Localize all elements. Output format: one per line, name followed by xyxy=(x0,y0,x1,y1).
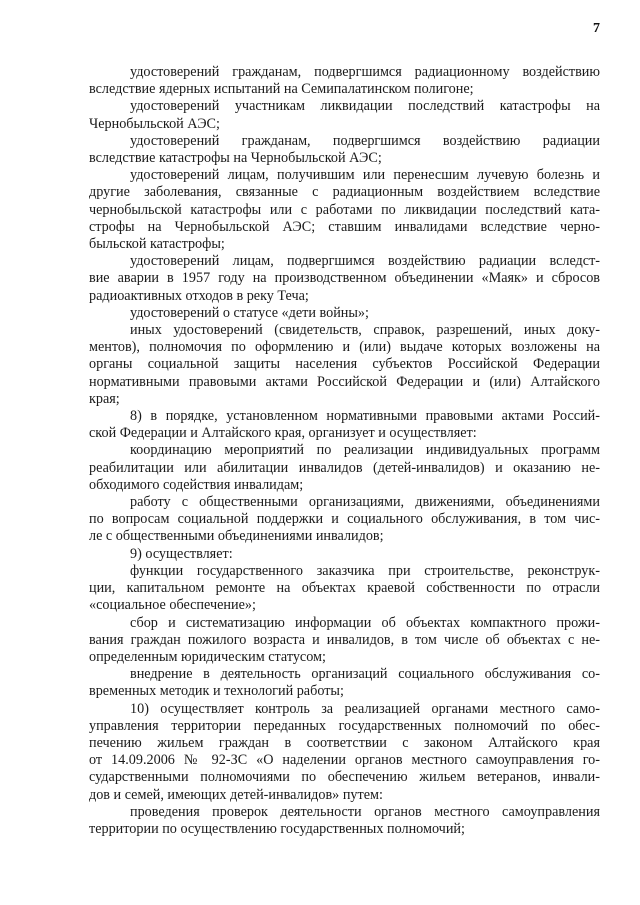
text-line: обходимого содействия инвалидам; xyxy=(89,476,304,493)
text-line: удостоверений гражданам, подвергшимся радиационному воздействию xyxy=(130,64,600,80)
paragraph xyxy=(89,701,600,804)
text-line: ле с общественными объединениями инвалидов; xyxy=(89,528,384,545)
paragraph xyxy=(89,804,600,838)
document-body xyxy=(89,64,600,838)
text-line: 10) осуществляет контроль за реализацией органами местного само- xyxy=(130,700,600,717)
paragraph xyxy=(89,322,600,408)
paragraph xyxy=(89,563,600,615)
page-number: 7 xyxy=(593,21,600,36)
text-line: сударственными полномочиями по обеспечению жильем ветеранов, инвали- xyxy=(89,769,600,786)
text-line: удостоверений о статусе «дети войны»; xyxy=(130,304,369,321)
text-line: быльской катастрофы; xyxy=(89,236,225,253)
text-line: печению жильем граждан в соответствии с законом Алтайского края xyxy=(89,734,600,751)
paragraph xyxy=(89,167,600,253)
text-line: иных удостоверений (свидетельств, справок, разрешений, иных доку- xyxy=(130,322,600,339)
text-line: радиоактивных отходов в реку Теча; xyxy=(89,287,309,304)
text-line: вания граждан пожилого возраста и инвалидов, в том числе об объектах с не- xyxy=(89,631,600,648)
paragraph xyxy=(89,133,600,167)
text-line: другие заболевания, связанные с радиационным воздействием вследствие xyxy=(89,184,600,201)
text-line: от 14.09.2006 № 92-ЗС «О наделении органов местного самоуправления го- xyxy=(89,752,600,769)
text-line: внедрение в деятельность организаций социального обслуживания со- xyxy=(130,666,600,683)
text-line: удостоверений лицам, подвергшимся воздействию радиации вследст- xyxy=(130,253,600,270)
text-line: 9) осуществляет: xyxy=(130,545,233,562)
text-line: нормативными правовыми актами Российской Федерации и (или) Алтайского xyxy=(89,373,600,390)
text-line: реабилитации или абилитации инвалидов (детей-инвалидов) и оказанию не- xyxy=(89,459,600,476)
text-line: ской Федерации и Алтайского края, организует и осуществляет: xyxy=(89,425,477,442)
text-line: удостоверений гражданам, подвергшимся воздействию радиации xyxy=(130,132,600,149)
text-line: Чернобыльской АЭС; xyxy=(89,115,220,132)
text-line: территории по осуществлению государственных полномочий; xyxy=(89,820,465,837)
paragraph xyxy=(89,64,600,98)
text-line: проведения проверок деятельности органов местного самоуправления xyxy=(130,803,600,820)
text-line: органы социальной защиты населения субъектов Российской Федерации xyxy=(89,356,600,373)
text-line: координацию мероприятий по реализации индивидуальных программ xyxy=(130,442,600,459)
paragraph xyxy=(89,253,600,305)
text-line: управления территории переданных государственных полномочий по обес- xyxy=(89,717,600,734)
text-line: вследствие катастрофы на Чернобыльской АЭС; xyxy=(89,150,382,167)
text-line: сбор и систематизацию информации об объектах компактного прожи- xyxy=(130,614,600,631)
text-line: ментов), полномочия по оформлению и (или) выдаче которых возложены на xyxy=(89,339,600,356)
paragraph xyxy=(89,666,600,700)
text-line: чернобыльской катастрофы или с работами по ликвидации последствий ката- xyxy=(89,201,600,218)
text-line: «социальное обеспечение»; xyxy=(89,597,256,614)
text-line: строфы на Чернобыльской АЭС; ставшим инвалидами вследствие черно- xyxy=(89,218,600,235)
text-line: определенным юридическим статусом; xyxy=(89,648,326,665)
paragraph xyxy=(89,615,600,667)
paragraph xyxy=(89,494,600,546)
text-line: края; xyxy=(89,390,120,407)
text-line: дов и семей, имеющих детей-инвалидов» путем: xyxy=(89,786,383,803)
paragraph xyxy=(89,442,600,494)
paragraph xyxy=(89,546,600,563)
text-line: временных методик и технологий работы; xyxy=(89,683,344,700)
text-line: работу с общественными организациями, движениями, объединениями xyxy=(130,494,600,511)
text-line: удостоверений лицам, получившим или перенесшим лучевую болезнь и xyxy=(130,167,600,184)
text-line: вследствие ядерных испытаний на Семипалатинском полигоне; xyxy=(89,81,474,98)
text-line: функции государственного заказчика при строительстве, реконструк- xyxy=(130,562,600,579)
text-line: ции, капитальном ремонте на объектах краевой собственности по отрасли xyxy=(89,580,600,597)
paragraph xyxy=(89,305,600,322)
text-line: по вопросам социальной поддержки и социального обслуживания, в том чис- xyxy=(89,511,600,528)
text-line: вие аварии в 1957 году на производственном объединении «Маяк» и сбросов xyxy=(89,270,600,287)
paragraph xyxy=(89,98,600,132)
text-line: удостоверений участникам ликвидации последствий катастрофы на xyxy=(130,98,600,115)
paragraph xyxy=(89,408,600,442)
text-line: 8) в порядке, установленном нормативными правовыми актами Россий- xyxy=(130,408,600,425)
